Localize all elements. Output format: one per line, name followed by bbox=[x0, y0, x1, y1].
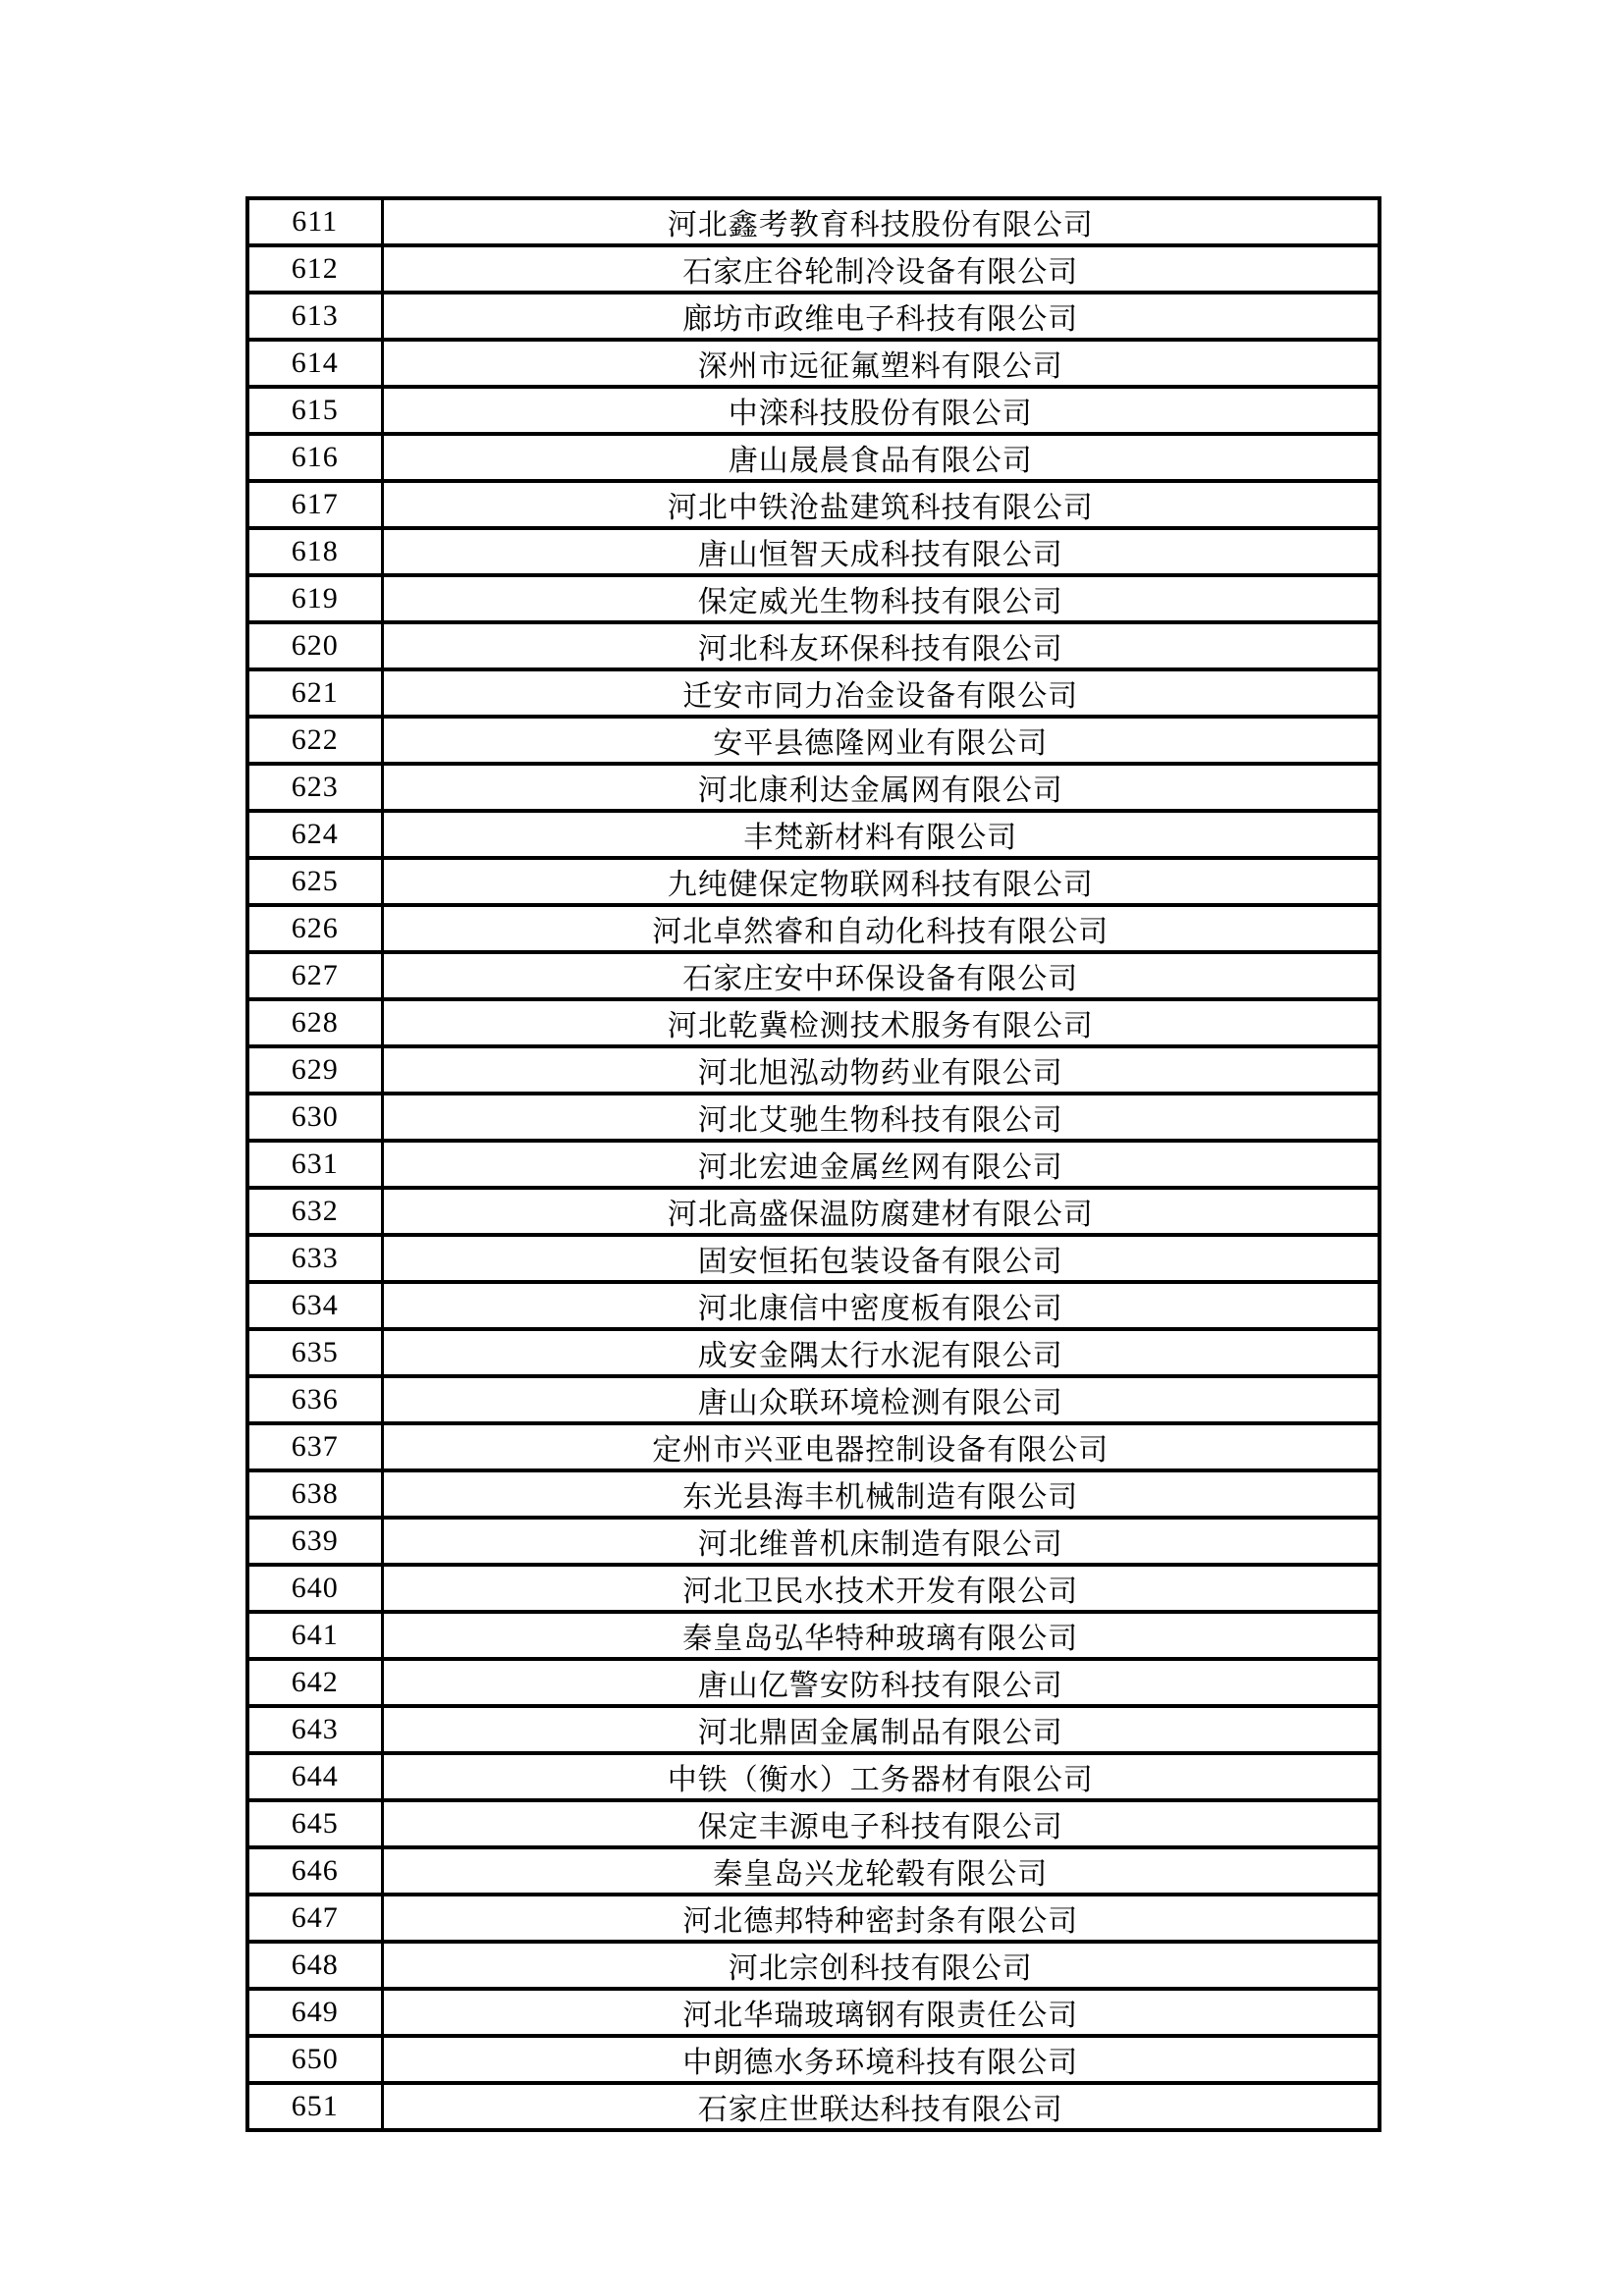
table-row bbox=[247, 1800, 1380, 1847]
row-number-cell: 611 bbox=[247, 198, 382, 245]
company-name-cell: 保定丰源电子科技有限公司 bbox=[382, 1800, 1380, 1847]
table-row bbox=[247, 1942, 1380, 1989]
company-name-cell: 深州市远征氟塑料有限公司 bbox=[382, 340, 1380, 387]
company-name-cell: 秦皇岛弘华特种玻璃有限公司 bbox=[382, 1612, 1380, 1659]
company-name-cell: 河北卓然睿和自动化科技有限公司 bbox=[382, 905, 1380, 952]
company-name-cell: 保定威光生物科技有限公司 bbox=[382, 575, 1380, 622]
row-number-cell: 637 bbox=[247, 1423, 382, 1470]
row-number-cell: 628 bbox=[247, 999, 382, 1046]
company-name-cell: 中朗德水务环境科技有限公司 bbox=[382, 2036, 1380, 2083]
row-number-cell: 623 bbox=[247, 764, 382, 811]
company-name-cell: 河北德邦特种密封条有限公司 bbox=[382, 1895, 1380, 1942]
row-number-cell: 629 bbox=[247, 1046, 382, 1094]
table-row bbox=[247, 952, 1380, 999]
table-row bbox=[247, 245, 1380, 293]
company-name-cell: 河北中铁沧盐建筑科技有限公司 bbox=[382, 481, 1380, 528]
row-number-cell: 630 bbox=[247, 1094, 382, 1141]
row-number-cell: 618 bbox=[247, 528, 382, 575]
row-number-cell: 635 bbox=[247, 1329, 382, 1376]
company-name-cell: 河北鑫考教育科技股份有限公司 bbox=[382, 198, 1380, 245]
table-row bbox=[247, 2083, 1380, 2130]
company-name-cell: 河北旭泓动物药业有限公司 bbox=[382, 1046, 1380, 1094]
row-number-cell: 625 bbox=[247, 858, 382, 905]
row-number-cell: 634 bbox=[247, 1282, 382, 1329]
row-number-cell: 613 bbox=[247, 293, 382, 340]
row-number-cell: 632 bbox=[247, 1188, 382, 1235]
table-row bbox=[247, 1847, 1380, 1895]
company-name-cell: 安平县德隆网业有限公司 bbox=[382, 717, 1380, 764]
row-number-cell: 627 bbox=[247, 952, 382, 999]
row-number-cell: 614 bbox=[247, 340, 382, 387]
row-number-cell: 633 bbox=[247, 1235, 382, 1282]
company-name-cell: 秦皇岛兴龙轮毂有限公司 bbox=[382, 1847, 1380, 1895]
table-row bbox=[247, 1895, 1380, 1942]
row-number-cell: 619 bbox=[247, 575, 382, 622]
company-name-cell: 河北艾驰生物科技有限公司 bbox=[382, 1094, 1380, 1141]
row-number-cell: 645 bbox=[247, 1800, 382, 1847]
row-number-cell: 638 bbox=[247, 1470, 382, 1518]
table-row bbox=[247, 999, 1380, 1046]
table-row bbox=[247, 575, 1380, 622]
company-name-cell: 河北维普机床制造有限公司 bbox=[382, 1518, 1380, 1565]
table-row bbox=[247, 1612, 1380, 1659]
company-name-cell: 河北宏迪金属丝网有限公司 bbox=[382, 1141, 1380, 1188]
table-row bbox=[247, 1659, 1380, 1706]
row-number-cell: 617 bbox=[247, 481, 382, 528]
row-number-cell: 641 bbox=[247, 1612, 382, 1659]
table-row bbox=[247, 1470, 1380, 1518]
table-row bbox=[247, 2036, 1380, 2083]
company-name-cell: 河北科友环保科技有限公司 bbox=[382, 622, 1380, 669]
table-row bbox=[247, 905, 1380, 952]
row-number-cell: 646 bbox=[247, 1847, 382, 1895]
table-row bbox=[247, 811, 1380, 858]
table-row bbox=[247, 1376, 1380, 1423]
row-number-cell: 615 bbox=[247, 387, 382, 434]
row-number-cell: 649 bbox=[247, 1989, 382, 2036]
table-row bbox=[247, 198, 1380, 245]
company-name-cell: 中滦科技股份有限公司 bbox=[382, 387, 1380, 434]
row-number-cell: 639 bbox=[247, 1518, 382, 1565]
table-row bbox=[247, 387, 1380, 434]
table-row bbox=[247, 1235, 1380, 1282]
company-name-cell: 唐山晟晨食品有限公司 bbox=[382, 434, 1380, 481]
row-number-cell: 620 bbox=[247, 622, 382, 669]
table-row bbox=[247, 1141, 1380, 1188]
company-name-cell: 河北宗创科技有限公司 bbox=[382, 1942, 1380, 1989]
company-name-cell: 迁安市同力冶金设备有限公司 bbox=[382, 669, 1380, 717]
company-name-cell: 唐山恒智天成科技有限公司 bbox=[382, 528, 1380, 575]
row-number-cell: 616 bbox=[247, 434, 382, 481]
row-number-cell: 643 bbox=[247, 1706, 382, 1753]
company-name-cell: 河北高盛保温防腐建材有限公司 bbox=[382, 1188, 1380, 1235]
row-number-cell: 631 bbox=[247, 1141, 382, 1188]
table-body bbox=[247, 198, 1380, 2130]
table-row bbox=[247, 1565, 1380, 1612]
row-number-cell: 621 bbox=[247, 669, 382, 717]
table-row bbox=[247, 340, 1380, 387]
company-name-cell: 固安恒拓包装设备有限公司 bbox=[382, 1235, 1380, 1282]
table-row bbox=[247, 1989, 1380, 2036]
table-row bbox=[247, 669, 1380, 717]
table-row bbox=[247, 1753, 1380, 1800]
table-row bbox=[247, 293, 1380, 340]
row-number-cell: 636 bbox=[247, 1376, 382, 1423]
company-name-cell: 河北康信中密度板有限公司 bbox=[382, 1282, 1380, 1329]
row-number-cell: 626 bbox=[247, 905, 382, 952]
table-row bbox=[247, 1423, 1380, 1470]
table-row bbox=[247, 481, 1380, 528]
company-name-cell: 定州市兴亚电器控制设备有限公司 bbox=[382, 1423, 1380, 1470]
row-number-cell: 622 bbox=[247, 717, 382, 764]
table-row bbox=[247, 434, 1380, 481]
company-name-cell: 河北乾冀检测技术服务有限公司 bbox=[382, 999, 1380, 1046]
company-name-cell: 河北康利达金属网有限公司 bbox=[382, 764, 1380, 811]
company-name-cell: 中铁（衡水）工务器材有限公司 bbox=[382, 1753, 1380, 1800]
table-row bbox=[247, 528, 1380, 575]
table-row bbox=[247, 1188, 1380, 1235]
row-number-cell: 651 bbox=[247, 2083, 382, 2130]
table-row bbox=[247, 1706, 1380, 1753]
company-name-cell: 唐山亿警安防科技有限公司 bbox=[382, 1659, 1380, 1706]
row-number-cell: 624 bbox=[247, 811, 382, 858]
table-row bbox=[247, 622, 1380, 669]
table-row bbox=[247, 1518, 1380, 1565]
table-row bbox=[247, 1046, 1380, 1094]
row-number-cell: 644 bbox=[247, 1753, 382, 1800]
table-row bbox=[247, 1094, 1380, 1141]
company-name-cell: 唐山众联环境检测有限公司 bbox=[382, 1376, 1380, 1423]
company-name-cell: 东光县海丰机械制造有限公司 bbox=[382, 1470, 1380, 1518]
table-row bbox=[247, 1329, 1380, 1376]
company-name-cell: 石家庄安中环保设备有限公司 bbox=[382, 952, 1380, 999]
row-number-cell: 612 bbox=[247, 245, 382, 293]
company-list-table bbox=[245, 196, 1381, 2132]
company-name-cell: 石家庄谷轮制冷设备有限公司 bbox=[382, 245, 1380, 293]
row-number-cell: 647 bbox=[247, 1895, 382, 1942]
company-name-cell: 河北华瑞玻璃钢有限责任公司 bbox=[382, 1989, 1380, 2036]
company-name-cell: 成安金隅太行水泥有限公司 bbox=[382, 1329, 1380, 1376]
company-name-cell: 河北鼎固金属制品有限公司 bbox=[382, 1706, 1380, 1753]
company-name-cell: 河北卫民水技术开发有限公司 bbox=[382, 1565, 1380, 1612]
company-name-cell: 廊坊市政维电子科技有限公司 bbox=[382, 293, 1380, 340]
table-row bbox=[247, 717, 1380, 764]
row-number-cell: 648 bbox=[247, 1942, 382, 1989]
row-number-cell: 650 bbox=[247, 2036, 382, 2083]
row-number-cell: 640 bbox=[247, 1565, 382, 1612]
table-row bbox=[247, 858, 1380, 905]
company-name-cell: 九纯健保定物联网科技有限公司 bbox=[382, 858, 1380, 905]
table-row bbox=[247, 764, 1380, 811]
company-name-cell: 石家庄世联达科技有限公司 bbox=[382, 2083, 1380, 2130]
row-number-cell: 642 bbox=[247, 1659, 382, 1706]
table-row bbox=[247, 1282, 1380, 1329]
company-name-cell: 丰梵新材料有限公司 bbox=[382, 811, 1380, 858]
